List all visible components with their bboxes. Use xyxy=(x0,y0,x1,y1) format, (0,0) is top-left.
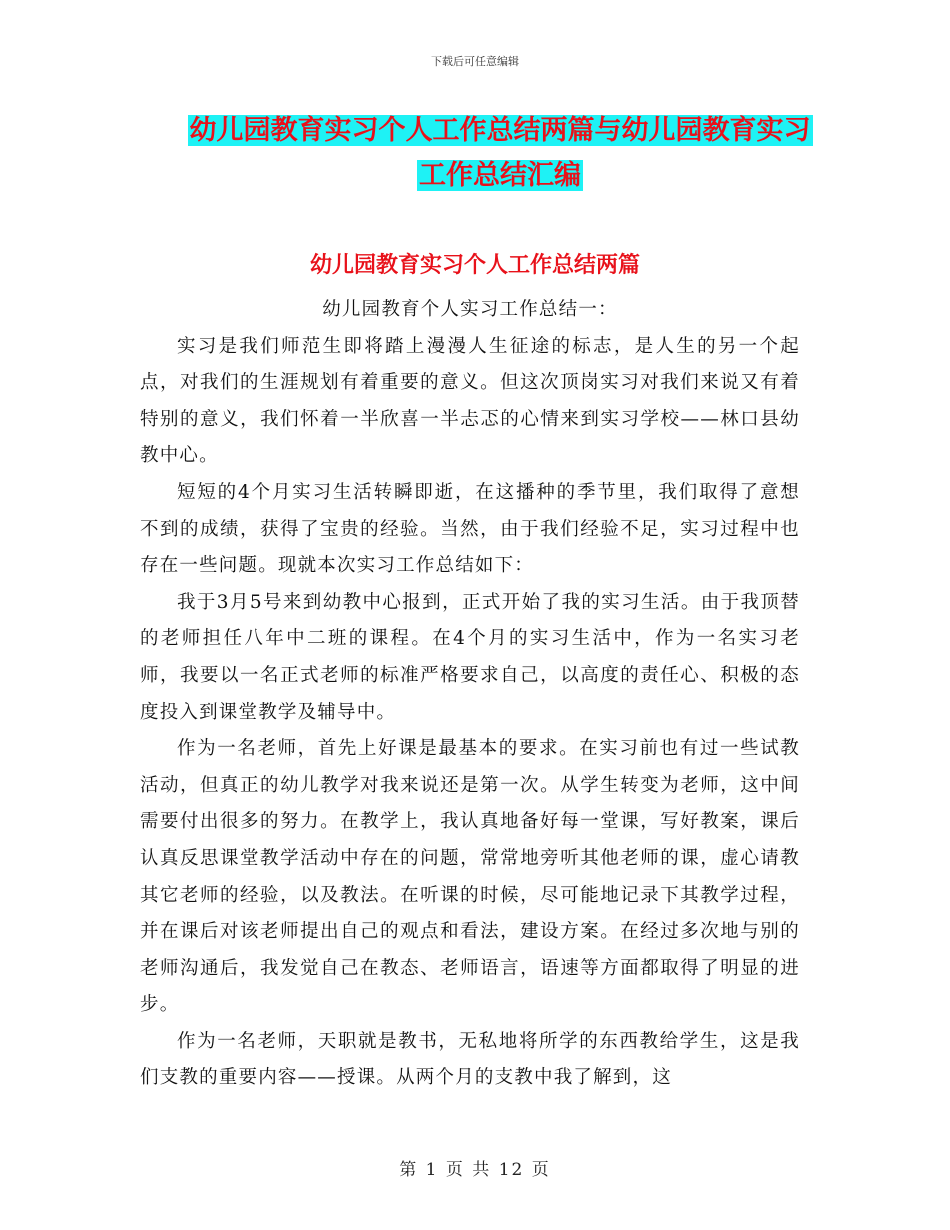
page-number-footer: 第 1 页 共 12 页 xyxy=(399,1160,551,1180)
paragraph: 实习是我们师范生即将踏上漫漫人生征途的标志，是人生的另一个起点，对我们的生涯规划有着重要的意义。但这次顶岗实习对我们来说又有着特别的意义，我们怀着一半欣喜一半忐忑的心情来到实习学校——林口县幼教中心。 xyxy=(140,335,800,467)
document-title-line-2: 工作总结汇编 xyxy=(419,160,581,191)
header-note: 下载后可任意编辑 xyxy=(431,55,519,68)
paragraph: 短短的4个月实习生活转瞬即逝，在这播种的季节里，我们取得了意想不到的成绩，获得了宝贵的经验。当然，由于我们经验不足，实习过程中也存在一些问题。现就本次实习工作总结如下： xyxy=(140,481,800,577)
paragraph: 作为一名老师，首先上好课是最基本的要求。在实习前也有过一些试教活动，但真正的幼儿教学对我来说还是第一次。从学生转变为老师，这中间需要付出很多的努力。在教学上，我认真地备好每一堂课，写好教案，课后认真反思课堂教学活动中存在的问题，常常地旁听其他老师的课，虚心请教其它老师的经验，以及教法。在听课的时候，尽可能地记录下其教学过程，并在课后对该老师提出自己的观点和看法，建设方案。在经过多次地与别的老师沟通后，我发觉自己在教态、老师语言，语速等方面都取得了明显的进步。 xyxy=(140,738,800,1016)
section-title: 幼儿园教育实习个人工作总结两篇 xyxy=(309,253,640,278)
document-title xyxy=(160,108,840,198)
paragraph: 我于3月5号来到幼教中心报到，正式开始了我的实习生活。由于我顶替的老师担任八年中二班的课程。在4个月的实习生活中，作为一名实习老师，我要以一名正式老师的标准严格要求自己，以高度的责任心、积极的态度投入到课堂教学及辅导中。 xyxy=(140,591,800,723)
section-heading: 幼儿园教育个人实习工作总结一： xyxy=(322,299,618,320)
document-title-line-1: 幼儿园教育实习个人工作总结两篇与幼儿园教育实习 xyxy=(189,115,811,146)
paragraph: 作为一名老师，天职就是教书，无私地将所学的东西教给学生，这是我们支教的重要内容——授课。从两个月的支教中我了解到，这 xyxy=(140,1030,800,1089)
document-body xyxy=(140,292,800,1097)
